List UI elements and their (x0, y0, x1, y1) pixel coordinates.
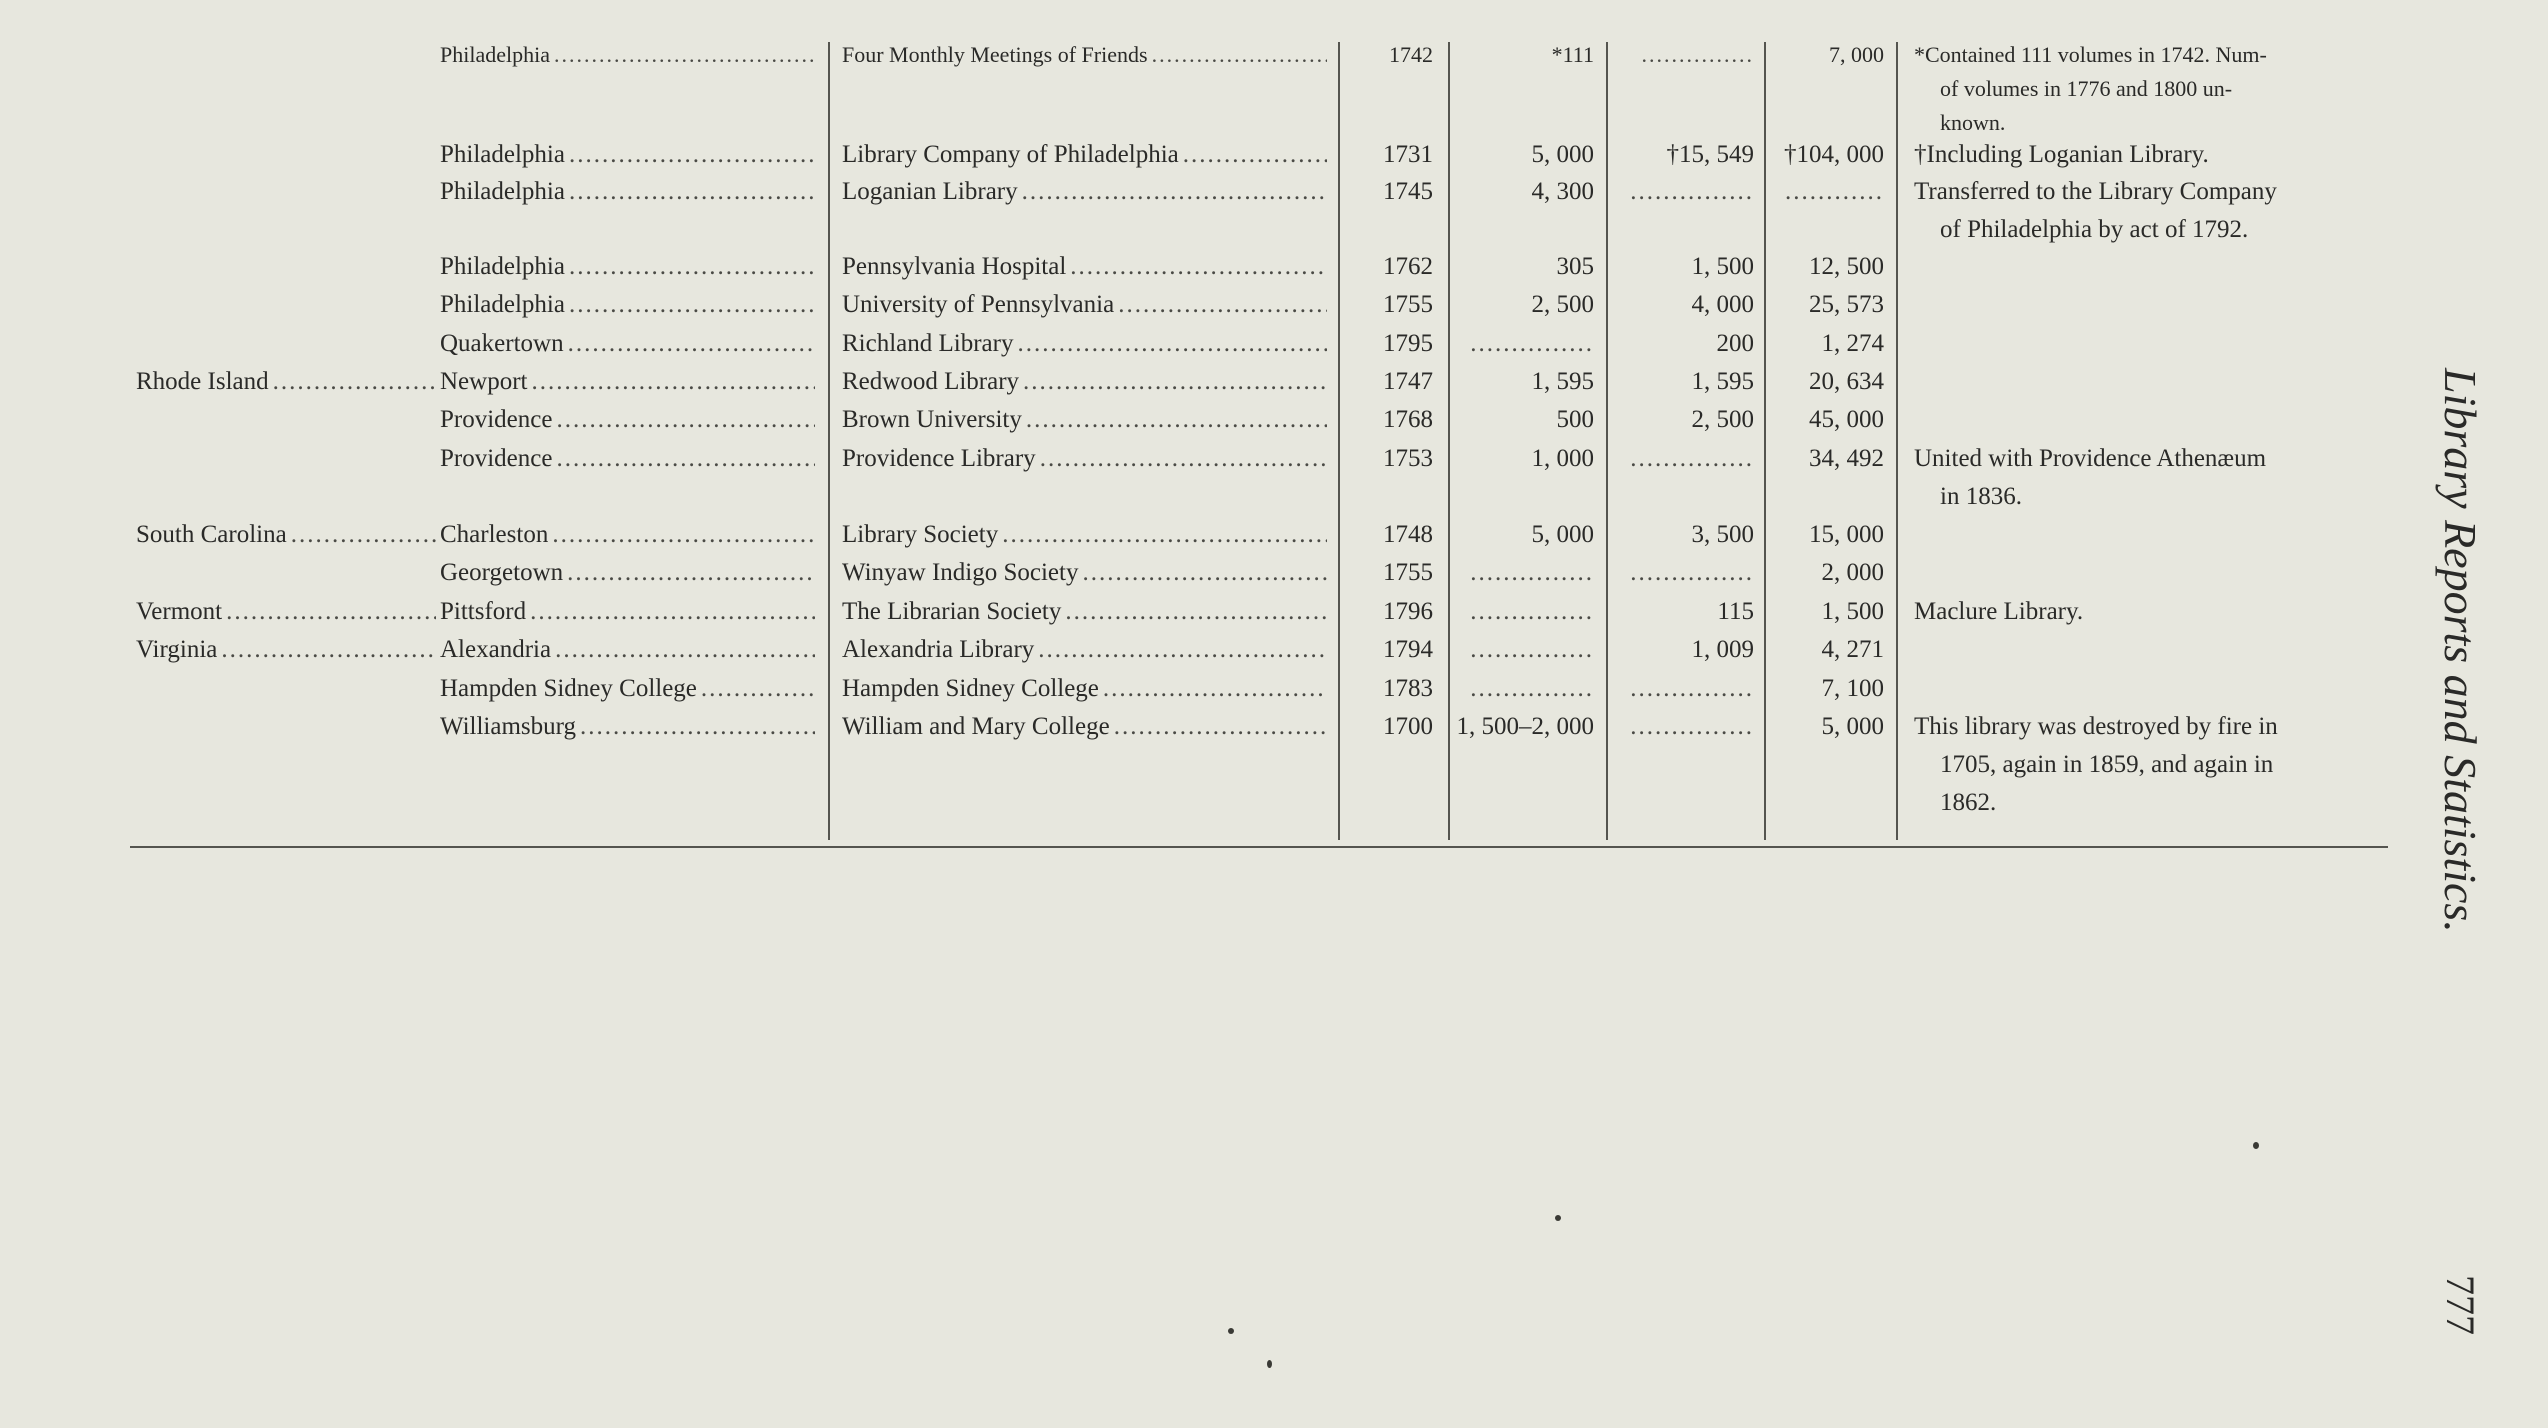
volumes-first-cell: *111 (1551, 42, 1594, 67)
remark-line: †Including Loganian Library. (1914, 141, 2209, 168)
volumes-second-cell: 2, 500 (1691, 406, 1754, 433)
remark-williamsburg (1914, 708, 2394, 822)
town-cell: Hampden Sidney College ..... (440, 670, 815, 708)
remark-line: of Philadelphia by act of 1792. (1940, 216, 2249, 243)
table-row (0, 286, 2548, 324)
volumes-first-cell: ............... (1470, 598, 1594, 625)
remark-line: Transferred to the Library Company (1914, 178, 2277, 205)
state-cell: South Carolina ..... (136, 516, 436, 554)
volumes-second-cell: 4, 000 (1691, 291, 1754, 318)
running-title: Library Reports and Statistics. (2435, 368, 2486, 933)
year-cell: 1700 (1383, 713, 1433, 740)
volumes-first-cell: 305 (1556, 253, 1594, 280)
volumes-third-cell: 1, 274 (1821, 330, 1884, 357)
year-cell: 1795 (1383, 330, 1433, 357)
volumes-third-cell: 20, 634 (1809, 368, 1884, 395)
table-row (0, 325, 2548, 363)
volumes-second-cell: 1, 595 (1691, 368, 1754, 395)
town-cell: Providence ..... (440, 440, 815, 478)
paper-speck (1228, 1328, 1234, 1334)
volumes-first-cell: ............... (1470, 636, 1594, 663)
volumes-third-cell: 2, 000 (1821, 559, 1884, 586)
state-cell: Virginia ..... (136, 631, 436, 669)
town-cell: Providence ..... (440, 401, 815, 439)
year-cell: 1747 (1383, 368, 1433, 395)
volumes-third-cell: ............ (1785, 178, 1884, 205)
table-row (0, 554, 2548, 592)
town-cell: Quakertown ..... (440, 325, 815, 363)
state-cell (136, 36, 436, 74)
remark-pittsford (1914, 593, 2394, 631)
volumes-second-cell: 200 (1716, 330, 1754, 357)
town-cell: Newport ..... (440, 363, 815, 401)
state-cell (136, 670, 436, 708)
remark-line: known. (1940, 110, 2006, 135)
year-cell: 1762 (1383, 253, 1433, 280)
library-name-cell: William and Mary College ..... (842, 708, 1327, 746)
remark-line: of volumes in 1776 and 1800 un- (1940, 76, 2233, 101)
town-cell: Philadelphia ..... (440, 136, 815, 174)
town-cell: Georgetown ..... (440, 554, 815, 592)
volumes-first-cell: ............... (1470, 330, 1594, 357)
library-name-cell: Providence Library ..... (842, 440, 1327, 478)
page-number: 777 (2438, 1275, 2483, 1335)
volumes-third-cell: 12, 500 (1809, 253, 1884, 280)
year-cell: 1794 (1383, 636, 1433, 663)
state-cell (136, 401, 436, 439)
town-cell: Charleston ..... (440, 516, 815, 554)
volumes-third-cell: 7, 100 (1821, 675, 1884, 702)
volumes-second-cell: ............... (1630, 559, 1754, 586)
year-cell: 1745 (1383, 178, 1433, 205)
state-cell (136, 286, 436, 324)
library-name-cell: Redwood Library ..... (842, 363, 1327, 401)
table-row (0, 363, 2548, 401)
state-cell: Vermont ..... (136, 593, 436, 631)
year-cell: 1748 (1383, 521, 1433, 548)
library-name-cell: Richland Library ..... (842, 325, 1327, 363)
volumes-second-cell: 3, 500 (1691, 521, 1754, 548)
library-name-cell: Winyaw Indigo Society ..... (842, 554, 1327, 592)
paper-speck (1267, 1360, 1272, 1368)
remark-line: This library was destroyed by fire in (1914, 713, 2278, 740)
table-bottom-rule (130, 846, 2388, 848)
state-cell (136, 248, 436, 286)
volumes-first-cell: 500 (1556, 406, 1594, 433)
remark-line: United with Providence Athenæum (1914, 445, 2267, 472)
volumes-second-cell: ............... (1641, 42, 1754, 67)
town-cell: Philadelphia ..... (440, 248, 815, 286)
state-cell (136, 173, 436, 211)
library-name-cell: Four Monthly Meetings of Friends ..... (842, 36, 1327, 74)
paper-speck (1555, 1215, 1561, 1221)
state-cell (136, 554, 436, 592)
table-row (0, 516, 2548, 554)
state-cell (136, 440, 436, 478)
year-cell: 1768 (1383, 406, 1433, 433)
remark-providence (1914, 440, 2394, 516)
library-name-cell: Library Society ..... (842, 516, 1327, 554)
town-cell: Philadelphia ..... (440, 36, 815, 74)
volumes-third-cell: 5, 000 (1821, 713, 1884, 740)
remark-line: Maclure Library. (1914, 598, 2084, 625)
library-name-cell: University of Pennsylvania ..... (842, 286, 1327, 324)
town-cell: Philadelphia ..... (440, 286, 815, 324)
state-cell: Rhode Island ..... (136, 363, 436, 401)
table-row (0, 670, 2548, 708)
volumes-first-cell: 5, 000 (1531, 521, 1594, 548)
volumes-third-cell: 34, 492 (1809, 445, 1884, 472)
library-name-cell: Alexandria Library ..... (842, 631, 1327, 669)
table-row (0, 401, 2548, 439)
volumes-third-cell: 15, 000 (1809, 521, 1884, 548)
remark-library-company (1914, 136, 2394, 174)
volumes-first-cell: 5, 000 (1531, 141, 1594, 168)
state-cell (136, 136, 436, 174)
volumes-second-cell: 1, 009 (1691, 636, 1754, 663)
remark-line: 1862. (1940, 789, 1997, 816)
paper-speck (2253, 1142, 2259, 1149)
volumes-second-cell: 1, 500 (1691, 253, 1754, 280)
library-name-cell: Loganian Library ..... (842, 173, 1327, 211)
year-cell: 1796 (1383, 598, 1433, 625)
library-name-cell: Hampden Sidney College ..... (842, 670, 1327, 708)
volumes-first-cell: 2, 500 (1531, 291, 1594, 318)
volumes-first-cell: 1, 595 (1531, 368, 1594, 395)
volumes-third-cell: 1, 500 (1821, 598, 1884, 625)
remark-line: 1705, again in 1859, and again in (1940, 751, 2274, 778)
state-cell (136, 708, 436, 746)
volumes-third-cell: 4, 271 (1821, 636, 1884, 663)
state-cell (136, 325, 436, 363)
volumes-third-cell: 45, 000 (1809, 406, 1884, 433)
volumes-first-cell: 1, 500–2, 000 (1456, 713, 1594, 740)
town-cell: Williamsburg ..... (440, 708, 815, 746)
library-name-cell: The Librarian Society ..... (842, 593, 1327, 631)
volumes-second-cell: ............... (1630, 713, 1754, 740)
town-cell: Alexandria ..... (440, 631, 815, 669)
volumes-third-cell: †104, 000 (1784, 141, 1884, 168)
remark-line: in 1836. (1940, 483, 2022, 510)
volumes-third-cell: 7, 000 (1829, 42, 1884, 67)
year-cell: 1731 (1383, 141, 1433, 168)
volumes-first-cell: ............... (1470, 559, 1594, 586)
year-cell: 1753 (1383, 445, 1433, 472)
volumes-first-cell: 1, 000 (1531, 445, 1594, 472)
library-name-cell: Library Company of Philadelphia ..... (842, 136, 1327, 174)
year-cell: 1742 (1389, 42, 1433, 67)
town-cell: Pittsford ..... (440, 593, 815, 631)
volumes-first-cell: ............... (1470, 675, 1594, 702)
year-cell: 1755 (1383, 291, 1433, 318)
volumes-second-cell: ............... (1630, 675, 1754, 702)
library-name-cell: Brown University ..... (842, 401, 1327, 439)
volumes-second-cell: 115 (1717, 598, 1754, 625)
remark-loganian (1914, 173, 2394, 249)
year-cell: 1755 (1383, 559, 1433, 586)
volumes-second-cell: ............... (1630, 178, 1754, 205)
remark-meetings (1914, 38, 2394, 140)
volumes-second-cell: †15, 549 (1666, 141, 1754, 168)
remark-line: *Contained 111 volumes in 1742. Num- (1914, 42, 2267, 67)
library-name-cell: Pennsylvania Hospital ..... (842, 248, 1327, 286)
volumes-first-cell: 4, 300 (1531, 178, 1594, 205)
town-cell: Philadelphia ..... (440, 173, 815, 211)
table-row (0, 631, 2548, 669)
volumes-second-cell: ............... (1630, 445, 1754, 472)
year-cell: 1783 (1383, 675, 1433, 702)
volumes-third-cell: 25, 573 (1809, 291, 1884, 318)
table-row (0, 248, 2548, 286)
